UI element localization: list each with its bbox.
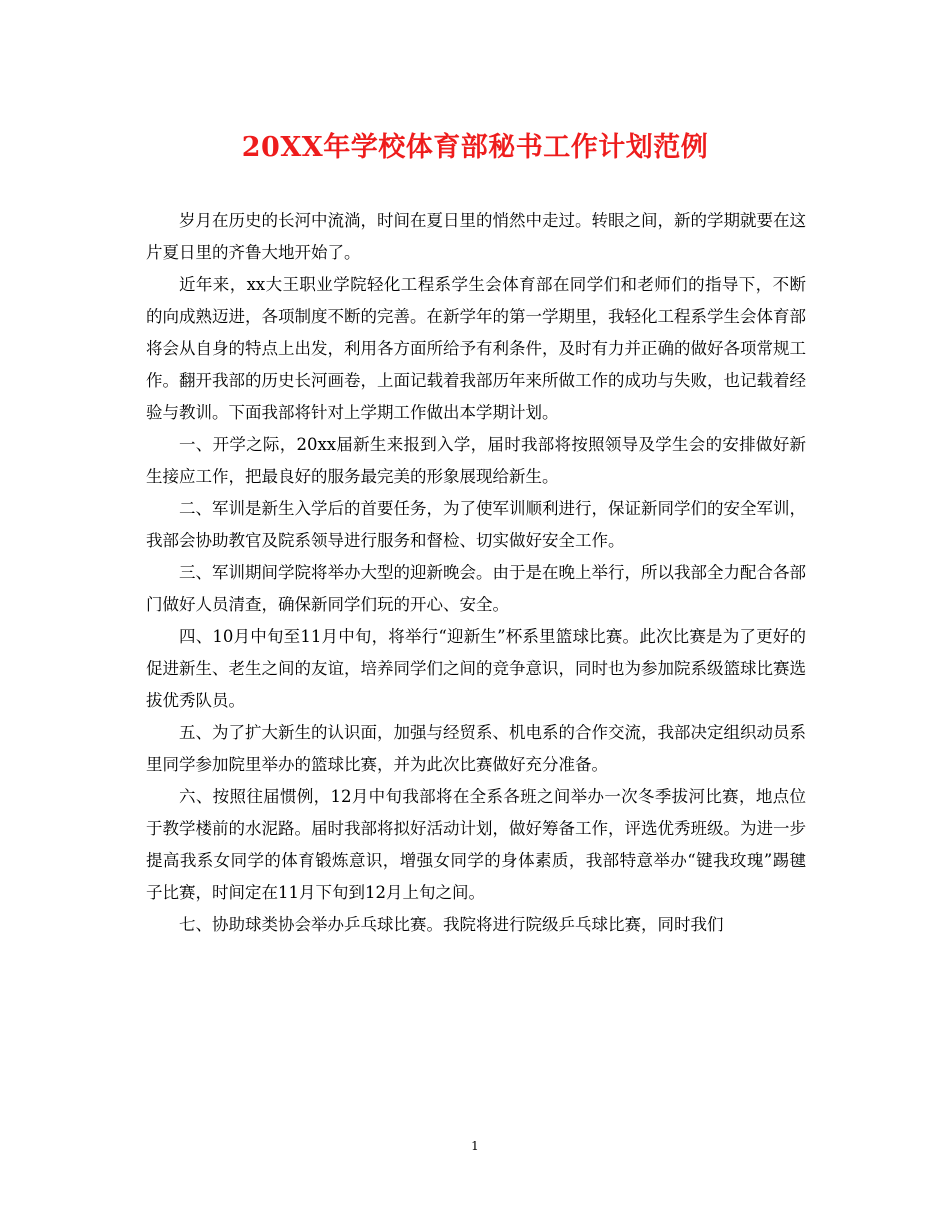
paragraph-item-5: 五、为了扩大新生的认识面，加强与经贸系、机电系的合作交流，我部决定组织动员系里同学参加院里举办的篮球比赛，并为此次比赛做好充分准备。 — [146, 723, 806, 774]
paragraph-item-2: 二、军训是新生入学后的首要任务，为了使军训顺利进行，保证新同学们的安全军训，我部会协助教官及院系领导进行服务和督检、切实做好安全工作。 — [146, 499, 806, 550]
paragraph-background: 近年来，xx大王职业学院轻化工程系学生会体育部在同学们和老师们的指导下，不断的向成熟迈进，各项制度不断的完善。在新学年的第一学期里，我轻化工程系学生会体育部将会从自身的特点上出发，利用各方面所给予有利条件，及时有力并正确的做好各项常规工作。翻开我部的历史长河画卷，上面记载着我部历年来所做工作的成功与失败，也记载着经验与教训。下面我部将针对上学期工作做出本学期计划。 — [146, 275, 806, 422]
document-body — [146, 205, 806, 941]
paragraph-intro: 岁月在历史的长河中流淌，时间在夏日里的悄然中走过。转眼之间，新的学期就要在这片夏日里的齐鲁大地开始了。 — [146, 211, 806, 262]
paragraph-item-1: 一、开学之际，20xx届新生来报到入学，届时我部将按照领导及学生会的安排做好新生接应工作，把最良好的服务最完美的形象展现给新生。 — [146, 435, 806, 486]
paragraph-item-7: 七、协助球类协会举办乒乓球比赛。我院将进行院级乒乓球比赛，同时我们 — [179, 915, 724, 934]
paragraph-item-3: 三、军训期间学院将举办大型的迎新晚会。由于是在晚上举行，所以我部全力配合各部门做好人员清查，确保新同学们玩的开心、安全。 — [146, 563, 806, 614]
paragraph-item-6: 六、按照往届惯例，12月中旬我部将在全系各班之间举办一次冬季拔河比赛，地点位于教学楼前的水泥路。届时我部将拟好活动计划，做好筹备工作，评选优秀班级。为进一步提高我系女同学的体育锻炼意识，增强女同学的身体素质，我部特意举办“键我玫瑰”踢毽子比赛，时间定在11月下旬到12月上旬之间。 — [146, 787, 806, 902]
document-title: 20XX年学校体育部秘书工作计划范例 — [241, 132, 709, 163]
paragraph-item-4: 四、10月中旬至11月中旬，将举行“迎新生”杯系里篮球比赛。此次比赛是为了更好的促进新生、老生之间的友谊，培养同学们之间的竞争意识，同时也为参加院系级篮球比赛选拔优秀队员。 — [146, 627, 806, 710]
page-number: 1 — [471, 1139, 479, 1153]
